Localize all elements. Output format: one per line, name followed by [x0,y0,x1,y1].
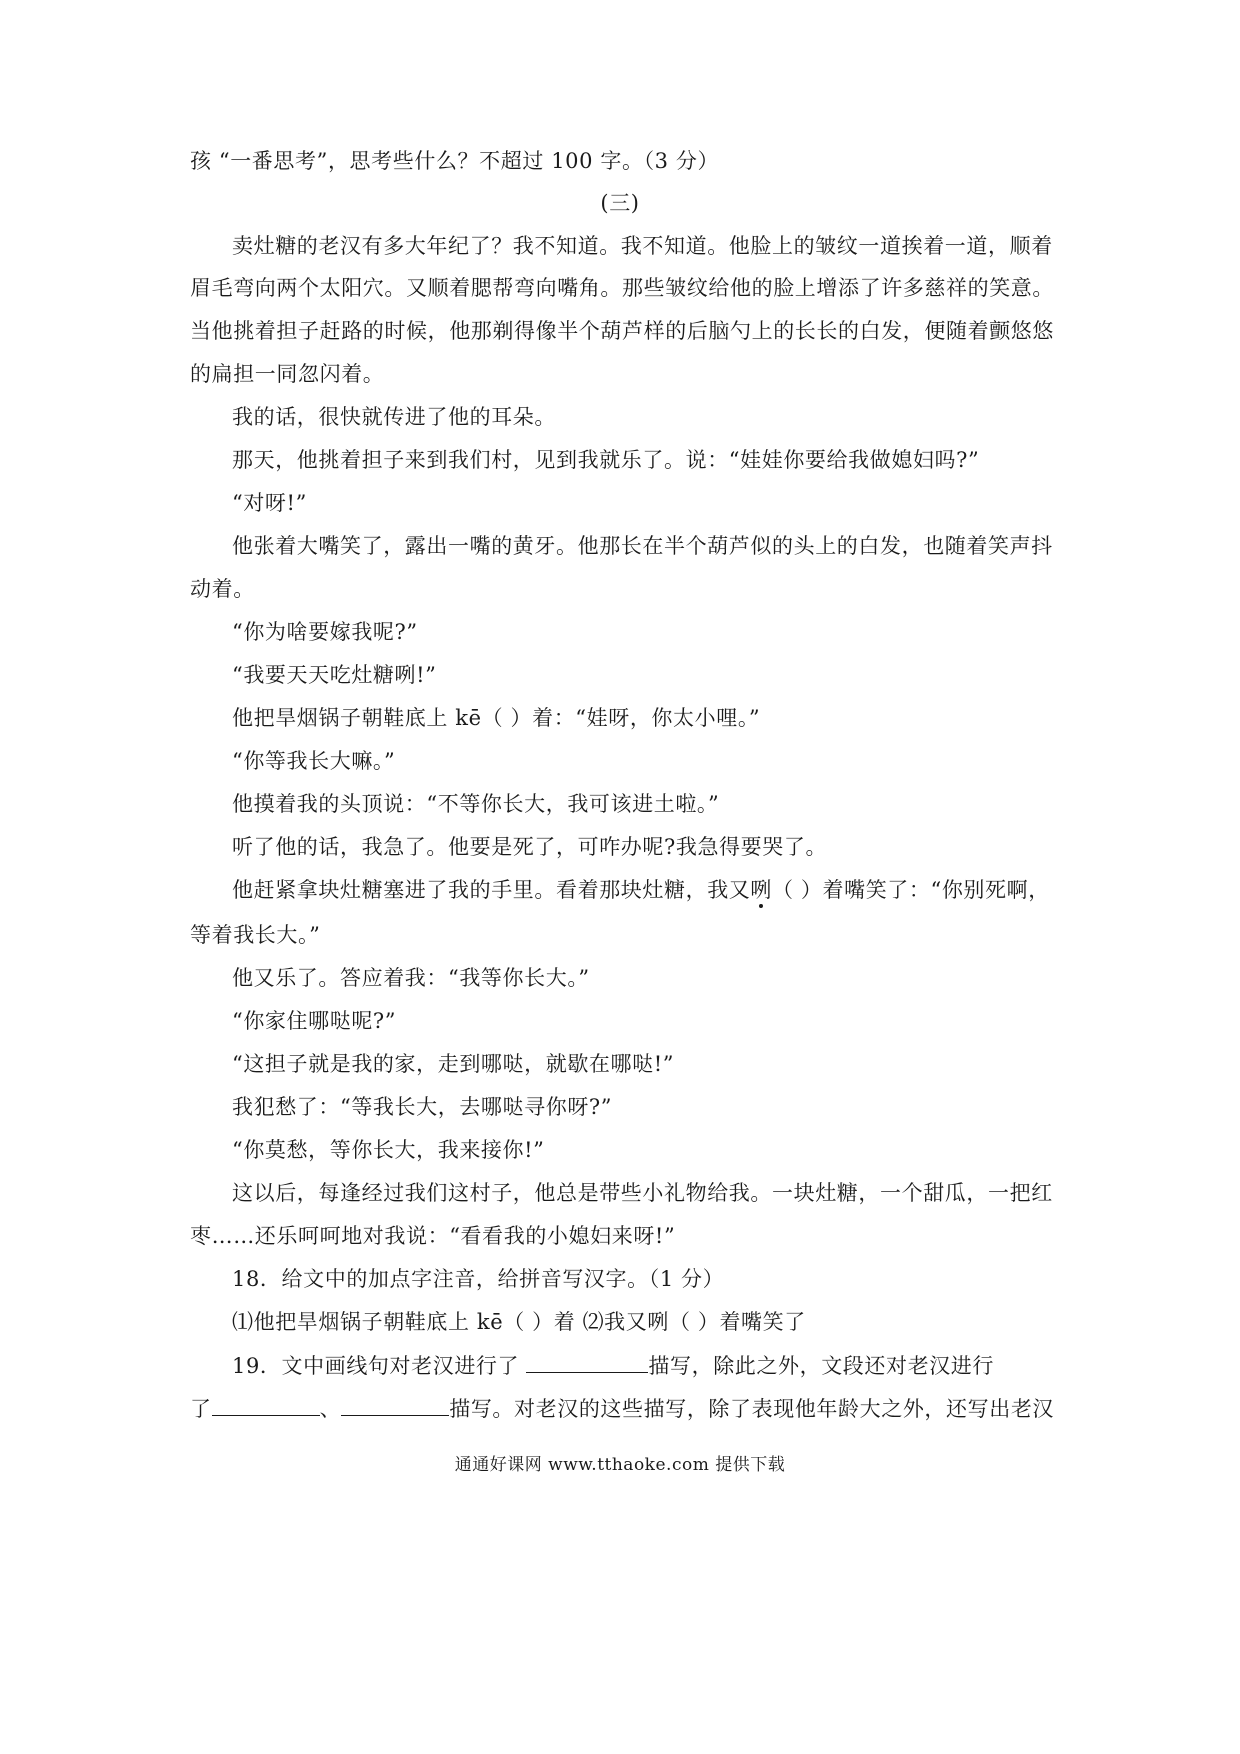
passage-line: 他张着大嘴笑了，露出一嘴的黄牙。他那长在半个葫芦似的头上的白发，也随着笑声抖 [232,534,1053,558]
previous-question-tail: 孩 “一番思考”，思考些什么？不超过 100 字。（3 分） [190,149,720,173]
passage-line: 的扁担一同忽闪着。 [190,362,385,386]
page-footer: 通通好课网 www.tthaoke.com 提供下载 [454,1455,786,1475]
passage-line: 卖灶糖的老汉有多大年纪了？我不知道。我不知道。他脸上的皱纹一道挨着一道，顺着 [232,234,1053,258]
passage-line: 眉毛弯向两个太阳穴。又顺着腮帮弯向嘴角。那些皱纹给他的脸上增添了许多慈祥的笑意。 [190,276,1054,300]
passage-text: （ ）着嘴笑了：“你别死啊， [772,878,1050,902]
question-18-stem: 18．给文中的加点字注音，给拼音写汉字。（1 分） [232,1267,725,1291]
answer-blank[interactable] [341,1393,449,1416]
passage-line: 等着我长大。” [190,923,321,947]
question-text: 描写，除此之外，文段还对老汉进行 [648,1354,995,1378]
passage-line: “你等我长大嘛。” [232,749,396,773]
section-heading: (三) [600,191,640,215]
question-text: 19．文中画线句对老汉进行了 [232,1354,520,1378]
question-text: 、 [319,1397,342,1421]
passage-line: “你为啥要嫁我呢?” [232,620,418,644]
answer-blank[interactable] [212,1393,320,1416]
question-text: 描写。对老汉的这些描写，除了表现他年龄大之外，还写出老汉 [449,1397,1055,1421]
passage-line: “你莫愁，等你长大，我来接你!” [232,1138,545,1162]
passage-line: 我的话，很快就传进了他的耳朵。 [232,405,556,429]
question-19-line [232,1350,994,1381]
passage-line: 这以后，每逢经过我们这村子，他总是带些小礼物给我。一块灶糖，一个甜瓜，一把红 [232,1181,1053,1205]
passage-line: 那天，他挑着担子来到我们村，见到我就乐了。说：“娃娃你要给我做媳妇吗?” [232,448,980,472]
passage-line: 枣……还乐呵呵地对我说：“看看我的小媳妇来呀!” [190,1224,676,1248]
dotted-character: 咧 [750,878,773,902]
passage-line: “对呀!” [232,491,307,515]
passage-line: 听了他的话，我急了。他要是死了，可咋办呢?我急得要哭了。 [232,835,828,859]
passage-line: “这担子就是我的家，走到哪哒，就歇在哪哒!” [232,1052,675,1076]
passage-line: 当他挑着担子赶路的时候，他那剃得像半个葫芦样的后脑勺上的长长的白发，便随着颤悠悠 [190,319,1054,343]
passage-line: 我犯愁了：“等我长大，去哪哒寻你呀?” [232,1095,613,1119]
passage-line: 他把旱烟锅子朝鞋底上 kē（ ）着：“娃呀，你太小哩。” [232,706,761,730]
answer-blank[interactable] [526,1350,648,1373]
passage-line: 他又乐了。答应着我：“我等你长大。” [232,966,590,990]
question-19-line [190,1393,1054,1424]
passage-line: 他摸着我的头顶说：“不等你长大，我可该进土啦。” [232,792,720,816]
passage-text: 他赶紧拿块灶糖塞进了我的手里。看着那块灶糖，我又 [232,878,751,902]
question-text: 了 [190,1397,212,1421]
question-18-items: ⑴他把旱烟锅子朝鞋底上 kē（ ）着 ⑵我又咧（ ）着嘴笑了 [232,1310,806,1334]
passage-line: “我要天天吃灶糖咧!” [232,663,437,687]
passage-line: “你家住哪哒呢?” [232,1009,397,1033]
passage-line [232,875,1050,905]
passage-line: 动着。 [190,577,255,601]
